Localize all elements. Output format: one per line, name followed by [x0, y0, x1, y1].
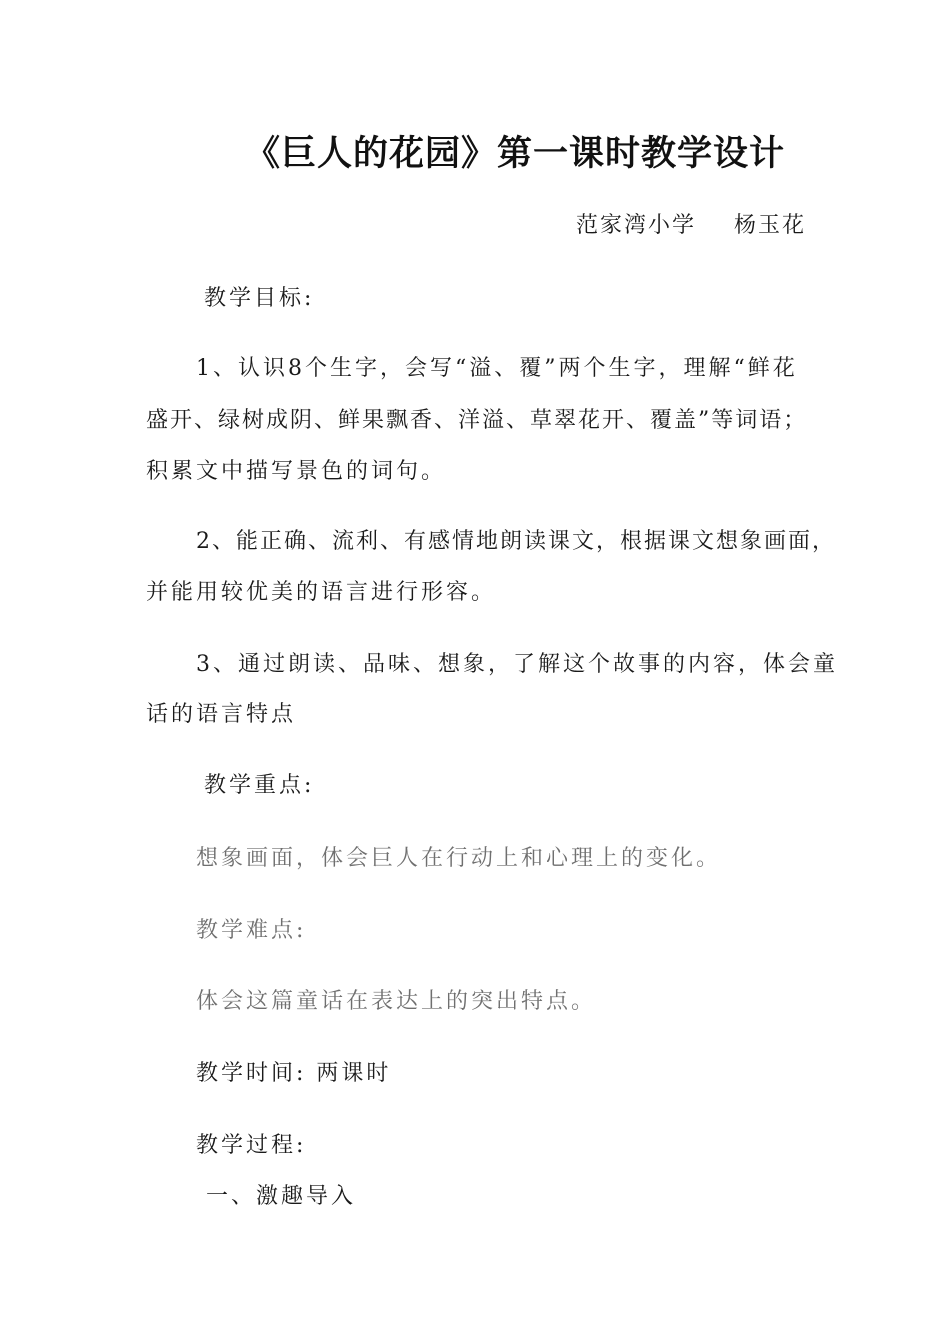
- author-line: [576, 208, 806, 239]
- goal2-line1: 2、能正确、流利、有感情地朗读课文，根据课文想象画面，: [196, 529, 836, 554]
- difficulty-content: 体会这篇童话在表达上的突出特点。: [196, 989, 597, 1014]
- difficulty-heading: 教学难点:: [196, 918, 307, 943]
- goal3-line1: 3、通过朗读、品味、想象，了解这个故事的内容，体会童: [196, 652, 838, 677]
- section-1-heading: 一、激趣导入: [206, 1184, 357, 1209]
- teaching-time: 教学时间: 两课时: [196, 1061, 392, 1086]
- goal1-line1: 1、认识8个生字，会写“溢、覆”两个生字，理解“鲜花: [196, 356, 798, 381]
- author-name: 杨玉花: [733, 213, 806, 238]
- goal1-line2: 盛开、绿树成阴、鲜果飘香、洋溢、草翠花开、覆盖”等词语；: [146, 408, 808, 433]
- school-name: 范家湾小学: [575, 213, 696, 238]
- document-title: 《巨人的花园》第一课时教学设计: [244, 133, 785, 174]
- goal2-line2: 并能用较优美的语言进行形容。: [146, 580, 497, 605]
- goal1-line3: 积累文中描写景色的词句。: [146, 459, 447, 484]
- goal3-line2: 话的语言特点: [146, 702, 297, 727]
- process-heading: 教学过程:: [196, 1133, 307, 1158]
- key-points-content: 想象画面，体会巨人在行动上和心理上的变化。: [196, 846, 722, 871]
- key-points-heading: 教学重点:: [204, 773, 315, 798]
- goals-heading: 教学目标:: [204, 286, 315, 311]
